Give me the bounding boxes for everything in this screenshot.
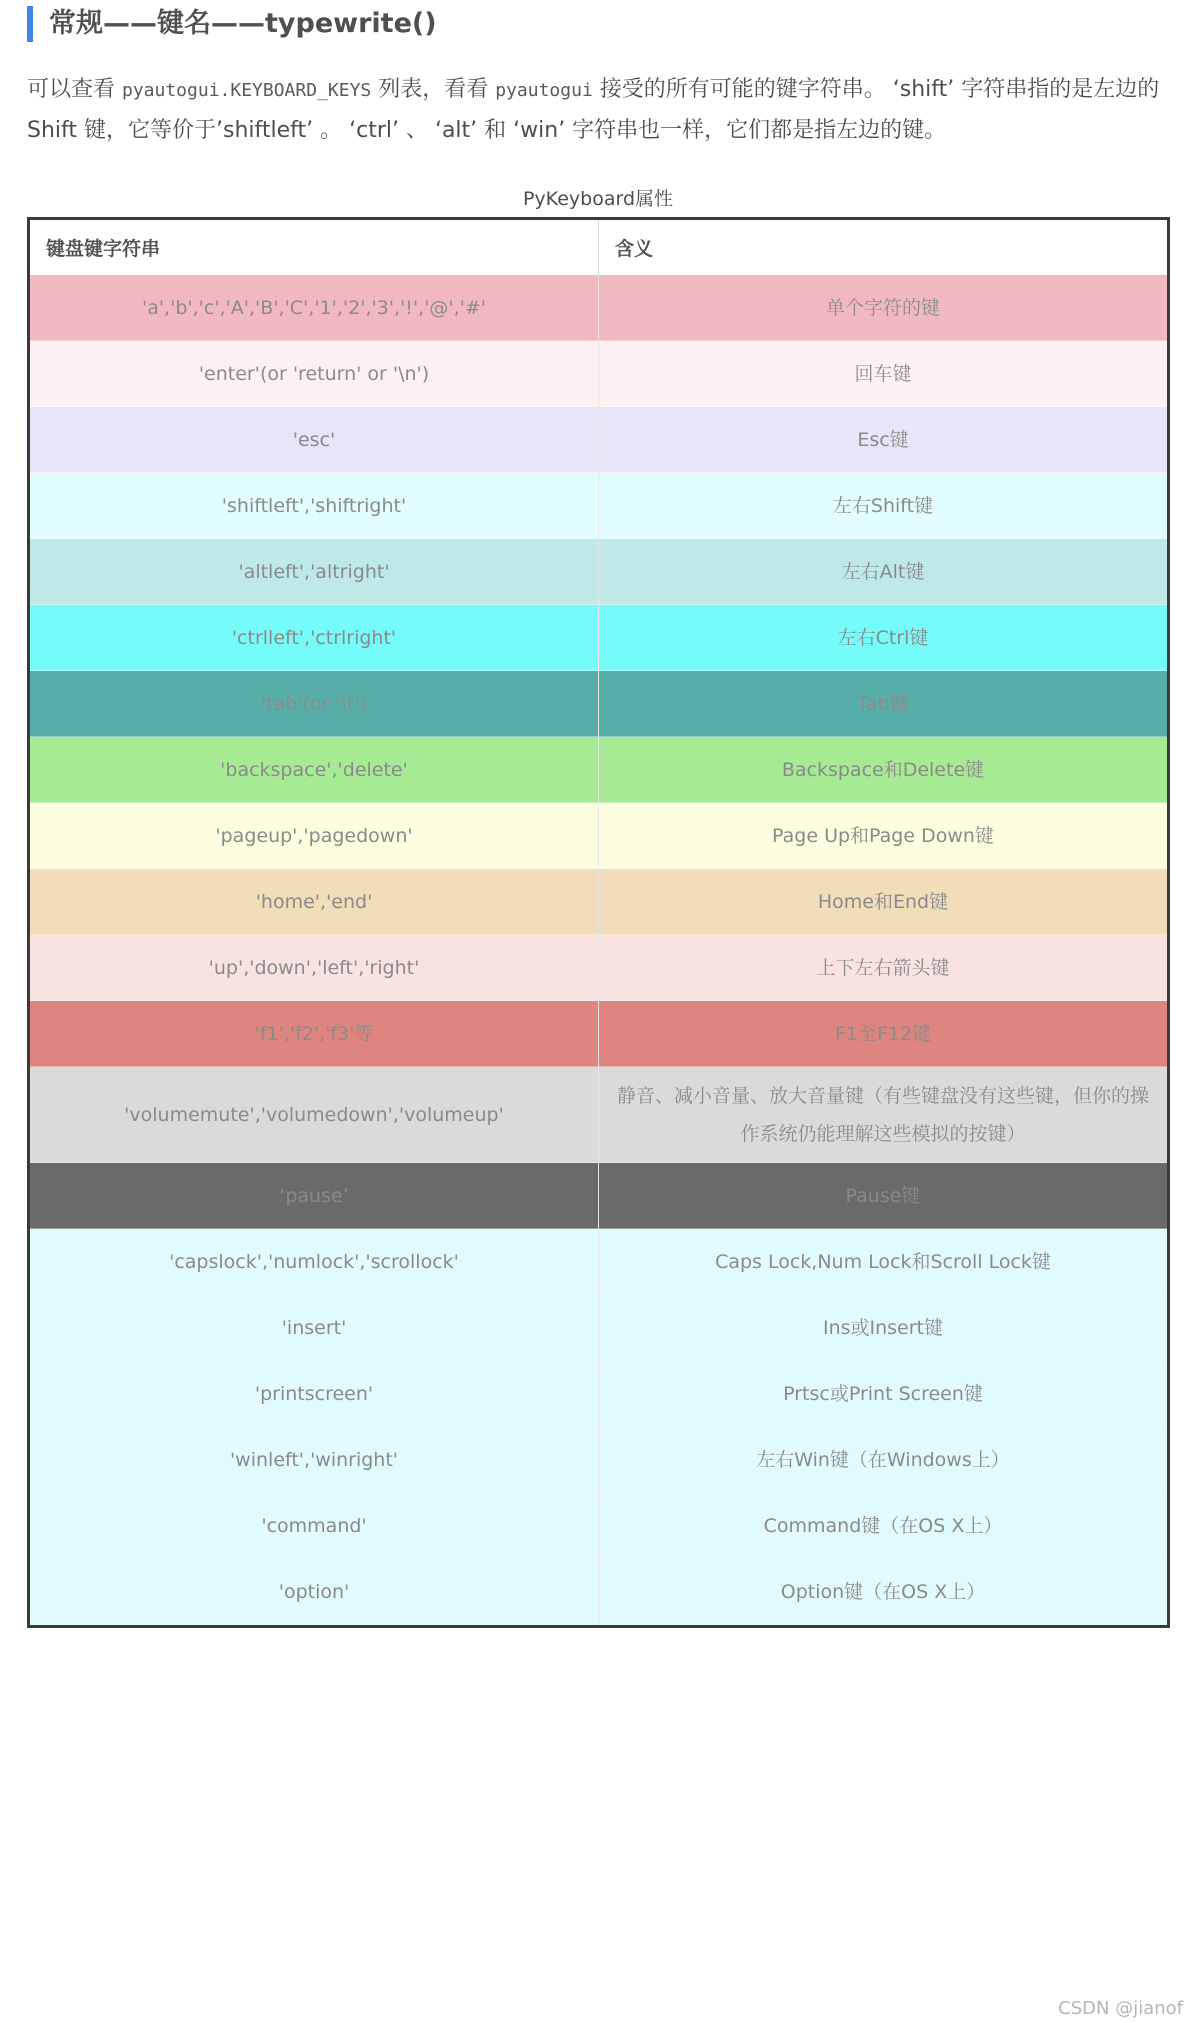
meaning-cell: Pause键: [599, 1163, 1168, 1229]
meaning-cell: Ins或Insert键: [599, 1295, 1168, 1361]
meaning-cell: 左右Shift键: [599, 473, 1168, 539]
table-row: [30, 1163, 1167, 1229]
meaning-cell: Caps Lock,Num Lock和Scroll Lock键: [599, 1229, 1168, 1295]
meaning-cell: Tab键: [599, 671, 1168, 737]
section-heading: 常规——键名——typewrite(): [27, 6, 437, 42]
key-string-cell: 'enter'(or 'return' or '\n'): [30, 341, 599, 407]
key-string-cell: 'printscreen': [30, 1361, 599, 1427]
table-row: [30, 1361, 1167, 1427]
table-row: [30, 605, 1167, 671]
key-string-cell: 'up','down','left','right': [30, 935, 599, 1001]
table-row: [30, 869, 1167, 935]
table-caption: PyKeyboard属性: [522, 188, 673, 210]
meaning-cell: Backspace和Delete键: [599, 737, 1168, 803]
table-row: [30, 473, 1167, 539]
table-row: [30, 1493, 1167, 1559]
table-row: [30, 407, 1167, 473]
key-string-cell: 'option': [30, 1559, 599, 1625]
meaning-cell: 左右Ctrl键: [599, 605, 1168, 671]
table-row: [30, 737, 1167, 803]
table-row: [30, 1427, 1167, 1493]
key-string-cell: 'insert': [30, 1295, 599, 1361]
table-row: [30, 275, 1167, 341]
key-string-cell: 'home','end': [30, 869, 599, 935]
meaning-cell: Page Up和Page Down键: [599, 803, 1168, 869]
table-row: [30, 539, 1167, 605]
table-row: [30, 803, 1167, 869]
key-string-cell: 'volumemute','volumedown','volumeup': [30, 1067, 599, 1163]
table-row: [30, 1559, 1167, 1625]
key-string-cell: ‘pause’: [30, 1163, 599, 1229]
key-string-cell: 'f1','f2','f3'等: [30, 1001, 599, 1067]
key-string-cell: 'altleft','altright': [30, 539, 599, 605]
meaning-cell: 回车键: [599, 341, 1168, 407]
meaning-cell: 上下左右箭头键: [599, 935, 1168, 1001]
intro-text-3: 接受的所有可能的键字符串。 ‘shift’ 字符串指的是左边的 Shift 键，它等价于’shiftleft’ 。 ‘ctrl’ 、 ‘alt’ 和 ‘win’ 字符串也一样，它们都是指左边的键。: [27, 77, 1160, 143]
intro-paragraph: [27, 70, 1167, 151]
table-row: [30, 1067, 1167, 1163]
meaning-cell: 单个字符的键: [599, 275, 1168, 341]
meaning-cell: Home和End键: [599, 869, 1168, 935]
key-string-cell: 'pageup','pagedown': [30, 803, 599, 869]
key-string-cell: 'a','b','c','A','B','C','1','2','3','!','@','#': [30, 275, 599, 341]
header-meaning: 含义: [599, 220, 1168, 275]
key-string-cell: 'esc': [30, 407, 599, 473]
table-row: [30, 1295, 1167, 1361]
intro-text-2: 列表，看看: [371, 77, 496, 102]
key-string-cell: 'capslock','numlock','scrollock': [30, 1229, 599, 1295]
table-row: [30, 1001, 1167, 1067]
meaning-cell: 左右Alt键: [599, 539, 1168, 605]
key-string-cell: 'ctrlleft','ctrlright': [30, 605, 599, 671]
header-key-string: 键盘键字符串: [30, 220, 599, 275]
key-string-cell: 'winleft','winright': [30, 1427, 599, 1493]
key-string-cell: 'shiftleft','shiftright': [30, 473, 599, 539]
table-row: [30, 671, 1167, 737]
csdn-watermark: CSDN @jianof: [1058, 1998, 1183, 2019]
table-row: [30, 341, 1167, 407]
meaning-cell: Option键（在OS X上）: [599, 1559, 1168, 1625]
meaning-cell: 左右Win键（在Windows上）: [599, 1427, 1168, 1493]
meaning-cell: Command键（在OS X上）: [599, 1493, 1168, 1559]
inline-code-keyboard-keys: pyautogui.KEYBOARD_KEYS: [122, 80, 372, 101]
key-string-cell: 'backspace','delete': [30, 737, 599, 803]
meaning-cell: F1至F12键: [599, 1001, 1168, 1067]
table-row: [30, 1229, 1167, 1295]
table-row: [30, 935, 1167, 1001]
meaning-cell: Prtsc或Print Screen键: [599, 1361, 1168, 1427]
intro-text-1: 可以查看: [27, 77, 122, 102]
keyboard-keys-table: [27, 217, 1170, 1628]
meaning-cell: Esc键: [599, 407, 1168, 473]
meaning-cell: 静音、减小音量、放大音量键（有些键盘没有这些键，但你的操作系统仍能理解这些模拟的按键）: [599, 1067, 1168, 1163]
key-string-cell: 'tab'(or '\t'): [30, 671, 599, 737]
inline-code-pyautogui: pyautogui: [495, 80, 593, 101]
table-header-row: [30, 220, 1167, 275]
key-string-cell: 'command': [30, 1493, 599, 1559]
